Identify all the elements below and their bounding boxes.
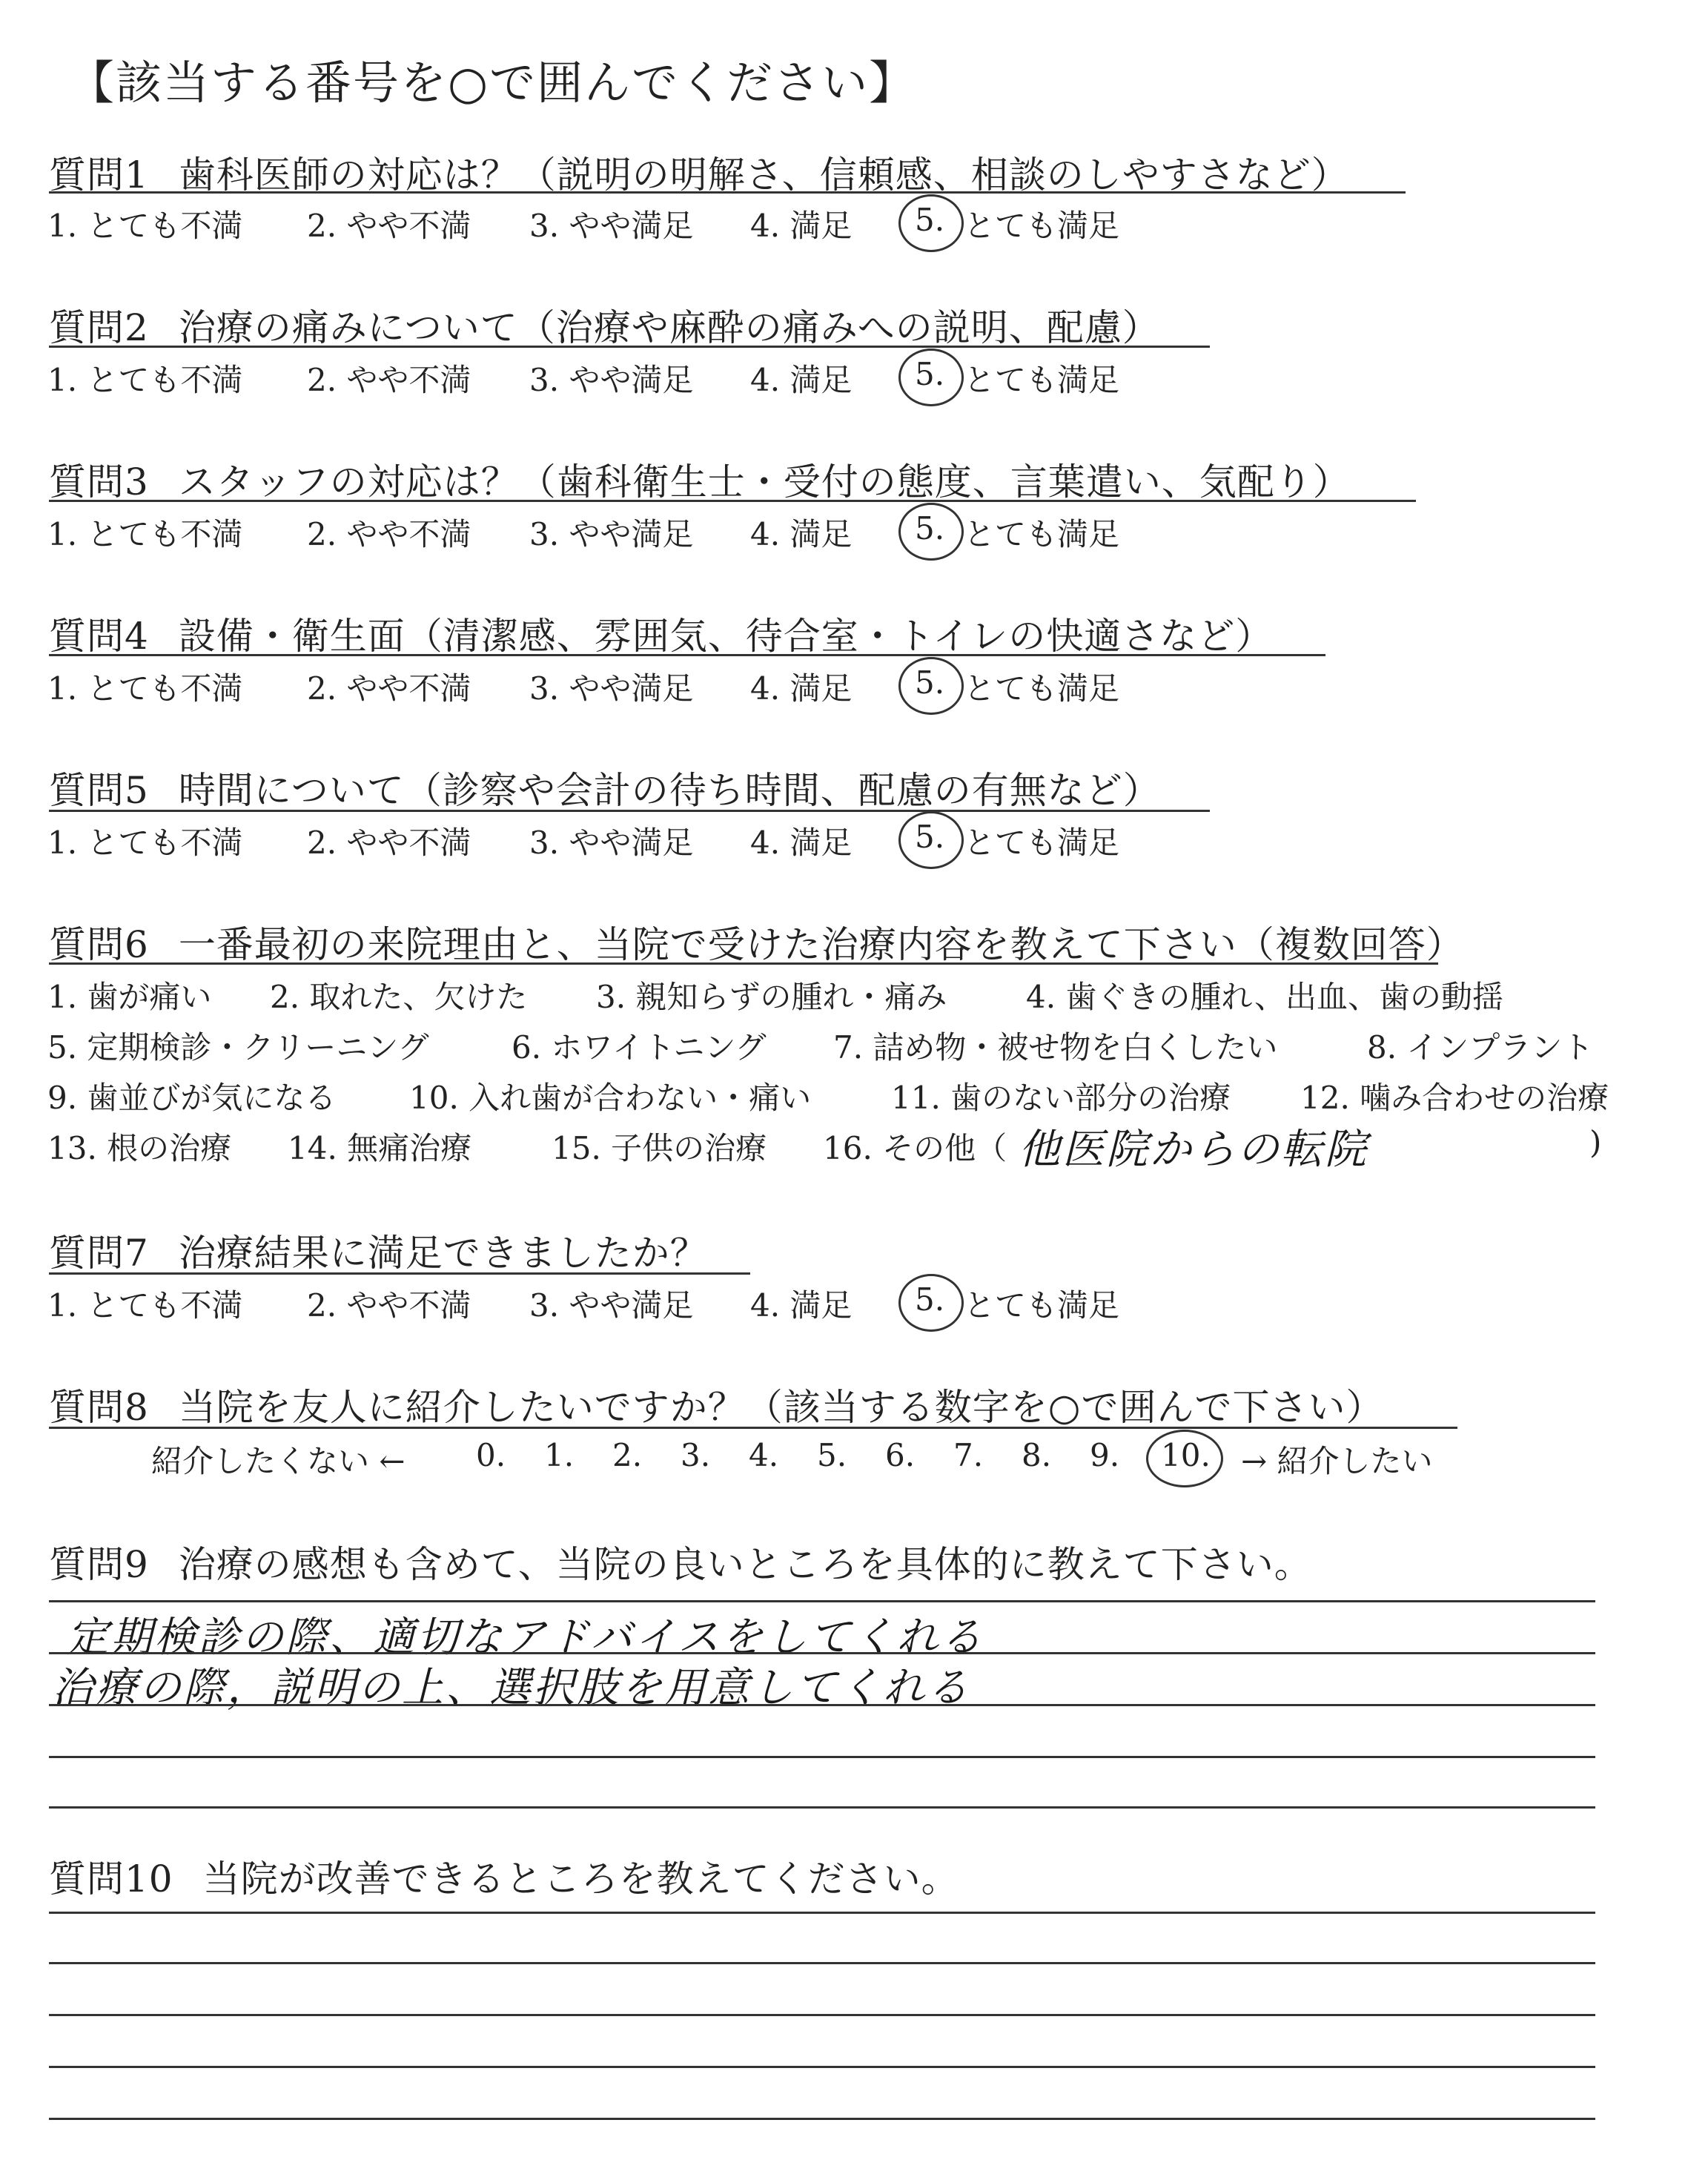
option-3[interactable]: 3. やや満足 bbox=[529, 825, 694, 861]
question-label: 質問9 bbox=[49, 1543, 149, 1586]
handwritten-answer-1: 定期検診の際、適切なアドバイスをしてくれる bbox=[67, 1614, 984, 1662]
question-6-heading bbox=[49, 915, 1464, 968]
q6-option[interactable]: 8. インプラント bbox=[1367, 1029, 1594, 1066]
question-2-heading bbox=[49, 298, 1160, 351]
option-1[interactable]: 1. とても不満 bbox=[47, 670, 243, 707]
writing-line bbox=[49, 1600, 1595, 1602]
scale-number[interactable]: 9. bbox=[1090, 1437, 1120, 1473]
option-5[interactable]: 5. bbox=[915, 202, 945, 238]
option-2[interactable]: 2. やや不満 bbox=[307, 825, 471, 861]
question-10-heading bbox=[49, 1849, 959, 1903]
question-text: 治療の痛みについて（治療や麻酔の痛みへの説明、配慮） bbox=[178, 306, 1160, 349]
option-5[interactable]: 5. bbox=[915, 510, 945, 546]
scale-number[interactable]: 2. bbox=[612, 1437, 643, 1473]
question-underline bbox=[49, 1427, 1457, 1429]
option-4[interactable]: 4. 満足 bbox=[750, 1287, 853, 1324]
option-4[interactable]: 4. 満足 bbox=[750, 825, 853, 861]
question-label: 質問5 bbox=[49, 769, 149, 812]
scale-number[interactable]: 5. bbox=[817, 1437, 847, 1473]
question-label: 質問4 bbox=[49, 615, 149, 658]
q6-option[interactable]: 1. 歯が痛い bbox=[47, 979, 212, 1015]
option-4[interactable]: 4. 満足 bbox=[750, 362, 853, 398]
option-3[interactable]: 3. やや満足 bbox=[529, 362, 694, 398]
selection-circle bbox=[898, 194, 964, 252]
option-2[interactable]: 2. やや不満 bbox=[307, 516, 471, 552]
question-underline bbox=[49, 962, 1438, 965]
option-4[interactable]: 4. 満足 bbox=[750, 208, 853, 244]
question-3-heading bbox=[49, 452, 1351, 506]
question-text: 設備・衛生面（清潔感、雰囲気、待合室・トイレの快適さなど） bbox=[178, 615, 1274, 658]
writing-line bbox=[49, 1756, 1595, 1758]
question-4-heading bbox=[49, 607, 1273, 660]
scale-number[interactable]: 3. bbox=[681, 1437, 711, 1473]
question-label: 質問7 bbox=[49, 1232, 149, 1275]
q6-option[interactable]: 2. 取れた、欠けた bbox=[270, 979, 528, 1015]
selection-circle bbox=[898, 503, 964, 561]
question-text: 歯科医師の対応は？（説明の明解さ、信頼感、相談のしやすさなど） bbox=[178, 153, 1349, 196]
selection-circle bbox=[898, 1274, 964, 1332]
question-8-heading bbox=[49, 1378, 1383, 1431]
option-2[interactable]: 2. やや不満 bbox=[307, 1287, 471, 1324]
option-3[interactable]: 3. やや満足 bbox=[529, 1287, 694, 1324]
option-2[interactable]: 2. やや不満 bbox=[307, 362, 471, 398]
option-1[interactable]: 1. とても不満 bbox=[47, 208, 243, 244]
writing-line bbox=[49, 2118, 1595, 2120]
option-5[interactable]: 5. bbox=[915, 819, 945, 855]
q6-option[interactable]: 12. 噛み合わせの治療 bbox=[1300, 1080, 1609, 1116]
paren-close: ) bbox=[1589, 1124, 1602, 1160]
page-title: 【該当する番号を○で囲んでください】 bbox=[68, 56, 917, 110]
question-underline bbox=[49, 654, 1325, 656]
handwritten-answer-2: 治療の際，説明の上、選択肢を用意してくれる bbox=[52, 1664, 970, 1712]
option-5[interactable]: 5. bbox=[915, 1281, 945, 1318]
q6-option[interactable]: 7. 詰め物・被せ物を白くしたい bbox=[833, 1029, 1278, 1066]
scale-number[interactable]: 6. bbox=[885, 1437, 916, 1473]
question-underline bbox=[49, 810, 1210, 812]
q6-option[interactable]: 15. 子供の治療 bbox=[552, 1130, 767, 1166]
q6-option[interactable]: 6. ホワイトニング bbox=[512, 1029, 767, 1066]
option-5[interactable]: 5. bbox=[915, 664, 945, 701]
option-2[interactable]: 2. やや不満 bbox=[307, 670, 471, 707]
q6-option[interactable]: 9. 歯並びが気になる bbox=[47, 1080, 337, 1116]
scale-number[interactable]: 0. bbox=[476, 1437, 506, 1473]
question-text: 治療の感想も含めて、当院の良いところを具体的に教えて下さい。 bbox=[178, 1543, 1312, 1586]
option-5-label: とても満足 bbox=[964, 208, 1120, 244]
option-1[interactable]: 1. とても不満 bbox=[47, 1287, 243, 1324]
q6-option[interactable]: 14. 無痛治療 bbox=[288, 1130, 472, 1166]
scale-low-label: 紹介したくない ← bbox=[151, 1443, 406, 1479]
q6-option[interactable]: 10. 入れ歯が合わない・痛い bbox=[409, 1080, 812, 1116]
question-text: スタッフの対応は？（歯科衛生士・受付の態度、言葉遣い、気配り） bbox=[178, 460, 1351, 503]
q6-option-other[interactable]: 16. その他（ bbox=[823, 1130, 1007, 1166]
question-underline bbox=[49, 191, 1406, 194]
option-5-label: とても満足 bbox=[964, 670, 1120, 707]
question-label: 質問2 bbox=[49, 306, 149, 349]
writing-line bbox=[49, 2066, 1595, 2068]
other-handwritten-answer: 他医院からの転院 bbox=[1019, 1126, 1368, 1174]
writing-line bbox=[49, 1704, 1595, 1706]
q6-option[interactable]: 3. 親知らずの腫れ・痛み bbox=[596, 979, 947, 1015]
scale-number[interactable]: 1. bbox=[544, 1437, 575, 1473]
q6-option[interactable]: 5. 定期検診・クリーニング bbox=[47, 1029, 429, 1066]
q6-option[interactable]: 13. 根の治療 bbox=[47, 1130, 232, 1166]
scale-number[interactable]: 4. bbox=[749, 1437, 779, 1473]
selection-circle bbox=[898, 657, 964, 715]
selection-circle bbox=[898, 811, 964, 869]
question-text: 当院を友人に紹介したいですか？（該当する数字を○で囲んで下さい） bbox=[178, 1386, 1384, 1429]
option-3[interactable]: 3. やや満足 bbox=[529, 208, 694, 244]
selection-circle bbox=[898, 349, 964, 406]
question-5-heading bbox=[49, 761, 1161, 814]
question-text: 当院が改善できるところを教えてください。 bbox=[202, 1857, 959, 1900]
scale-number[interactable]: 10. bbox=[1161, 1437, 1211, 1473]
option-5-label: とても満足 bbox=[964, 825, 1120, 861]
question-text: 一番最初の来院理由と、当院で受けた治療内容を教えて下さい（複数回答） bbox=[178, 923, 1464, 966]
question-label: 質問1 bbox=[49, 153, 149, 196]
option-3[interactable]: 3. やや満足 bbox=[529, 516, 694, 552]
question-text: 治療結果に満足できましたか？ bbox=[178, 1232, 708, 1275]
question-label: 質問10 bbox=[49, 1857, 173, 1900]
option-4[interactable]: 4. 満足 bbox=[750, 516, 853, 552]
question-label: 質問6 bbox=[49, 923, 149, 966]
writing-line bbox=[49, 1806, 1595, 1809]
scale-number[interactable]: 8. bbox=[1022, 1437, 1052, 1473]
question-9-heading bbox=[49, 1535, 1312, 1588]
option-1[interactable]: 1. とても不満 bbox=[47, 362, 243, 398]
question-text: 時間について（診察や会計の待ち時間、配慮の有無など） bbox=[178, 769, 1161, 812]
q6-option[interactable]: 11. 歯のない部分の治療 bbox=[891, 1080, 1231, 1116]
option-5-label: とても満足 bbox=[964, 1287, 1120, 1324]
option-1[interactable]: 1. とても不満 bbox=[47, 825, 243, 861]
question-7-heading bbox=[49, 1223, 708, 1277]
writing-line bbox=[49, 1652, 1595, 1654]
question-underline bbox=[49, 500, 1416, 502]
option-3[interactable]: 3. やや満足 bbox=[529, 670, 694, 707]
writing-line bbox=[49, 1962, 1595, 1964]
selection-circle bbox=[1146, 1430, 1223, 1487]
option-4[interactable]: 4. 満足 bbox=[750, 670, 853, 707]
question-label: 質問8 bbox=[49, 1386, 149, 1429]
option-2[interactable]: 2. やや不満 bbox=[307, 208, 471, 244]
question-label: 質問3 bbox=[49, 460, 149, 503]
scale-number[interactable]: 7. bbox=[953, 1437, 984, 1473]
option-1[interactable]: 1. とても不満 bbox=[47, 516, 243, 552]
option-5-label: とても満足 bbox=[964, 362, 1120, 398]
writing-line bbox=[49, 1912, 1595, 1914]
question-underline bbox=[49, 1272, 750, 1275]
question-underline bbox=[49, 346, 1210, 348]
option-5[interactable]: 5. bbox=[915, 356, 945, 392]
option-5-label: とても満足 bbox=[964, 516, 1120, 552]
q6-option[interactable]: 4. 歯ぐきの腫れ、出血、歯の動揺 bbox=[1026, 979, 1503, 1015]
scale-high-label: → 紹介したい bbox=[1241, 1443, 1433, 1479]
writing-line bbox=[49, 2014, 1595, 2016]
